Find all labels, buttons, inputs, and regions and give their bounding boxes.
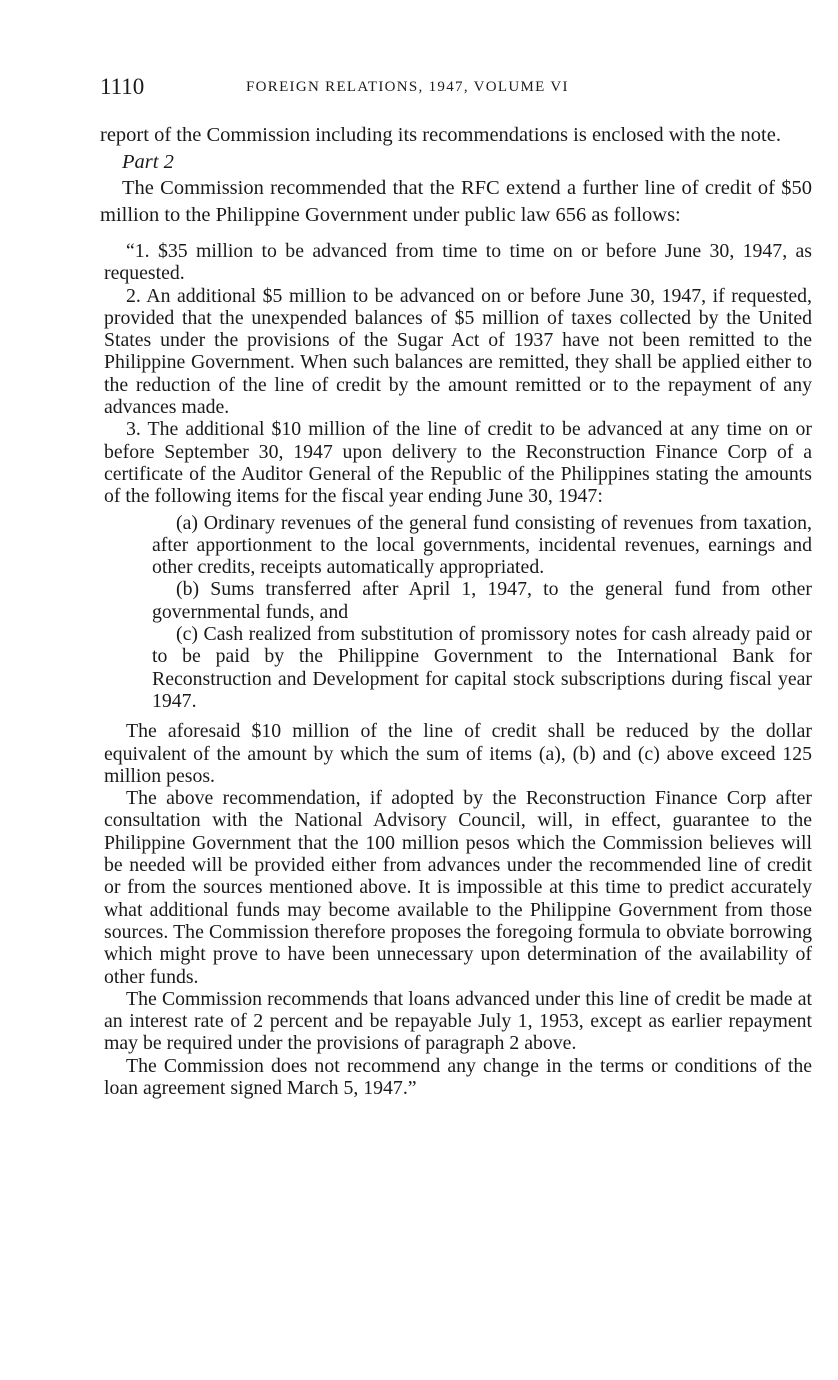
item-3-paragraph: 3. The additional $10 million of the line of credit to be advanced at any time on or before September 30, 1947 upon delivery to the Reconstruction Finance Corp of a certificate of the Auditor General of the Republic of the Philippines stating the amounts of the following items for the fiscal year ending June 30, 1947: [104, 418, 812, 508]
part-heading: Part 2 [122, 150, 174, 173]
spacer [104, 712, 812, 720]
terms-paragraph: The Commission does not recommend any change in the terms or conditions of the loan agreement signed March 5, 1947.” [104, 1054, 812, 1099]
page-header [100, 70, 812, 104]
sub-item-a: (a) Ordinary revenues of the general fund consisting of revenues from taxation, after apportionment to the local governments, incidental revenues, earnings and other credits, receipts automatically appropriated. [152, 511, 812, 579]
sub-item-c: (c) Cash realized from substitution of promissory notes for cash already paid or to be paid by the Philippine Government to the International Bank for Reconstruction and Development for capital stock subscriptions during fiscal year 1947. [152, 623, 812, 712]
page-number: 1110 [100, 74, 145, 99]
sub-item-list [152, 512, 812, 713]
item-1-paragraph: “1. $35 million to be advanced from time to time on or before June 30, 1947, as requested. [104, 240, 812, 285]
document-page [100, 70, 812, 1099]
reduction-paragraph: The aforesaid $10 million of the line of credit shall be reduced by the dollar equivalent of the amount by which the sum of items (a), (b) and (c) above exceed 125 million pesos. [104, 720, 812, 787]
item-2-paragraph: 2. An additional $5 million to be advanced on or before June 30, 1947, if requested, provided that the unexpended balances of $5 million of taxes collected by the United States under the provisions of the Sugar Act of 1937 have not been remitted to the Philippine Government. When such balances are remitted, they shall be applied either to the reduction of the line of credit by the amount remitted or to the repayment of any advances made. [104, 284, 812, 419]
guarantee-paragraph: The above recommendation, if adopted by the Reconstruction Finance Corp after consultation with the National Advisory Council, will, in effect, guarantee to the Philippine Government that the 100 million pesos which the Commission believes will be needed will be provided either from advances under the recommended line of credit or from the sources mentioned above. It is impossible at this time to predict accurately what additional funds may become available to the Philippine Government from those sources. The Commission therefore proposes the foregoing formula to obviate borrowing which might prove to have been unnecessary upon determination of the availability of other funds. [104, 787, 812, 988]
interest-paragraph: The Commission recommends that loans advanced under this line of credit be made at an interest rate of 2 percent and be repayable July 1, 1953, except as earlier repayment may be required under the provisions of paragraph 2 above. [104, 987, 812, 1055]
sub-item-b: (b) Sums transferred after April 1, 1947, to the general fund from other governmental funds, and [152, 578, 812, 623]
recommendation-paragraph: The Commission recommended that the RFC extend a further line of credit of $50 million to the Philippine Government under public law 656 as follows: [100, 177, 812, 226]
running-head: FOREIGN RELATIONS, 1947, VOLUME VI [246, 79, 569, 95]
continuation-paragraph: report of the Commission including its recommendations is enclosed with the note. [100, 124, 781, 146]
quoted-recommendation [104, 240, 812, 1099]
